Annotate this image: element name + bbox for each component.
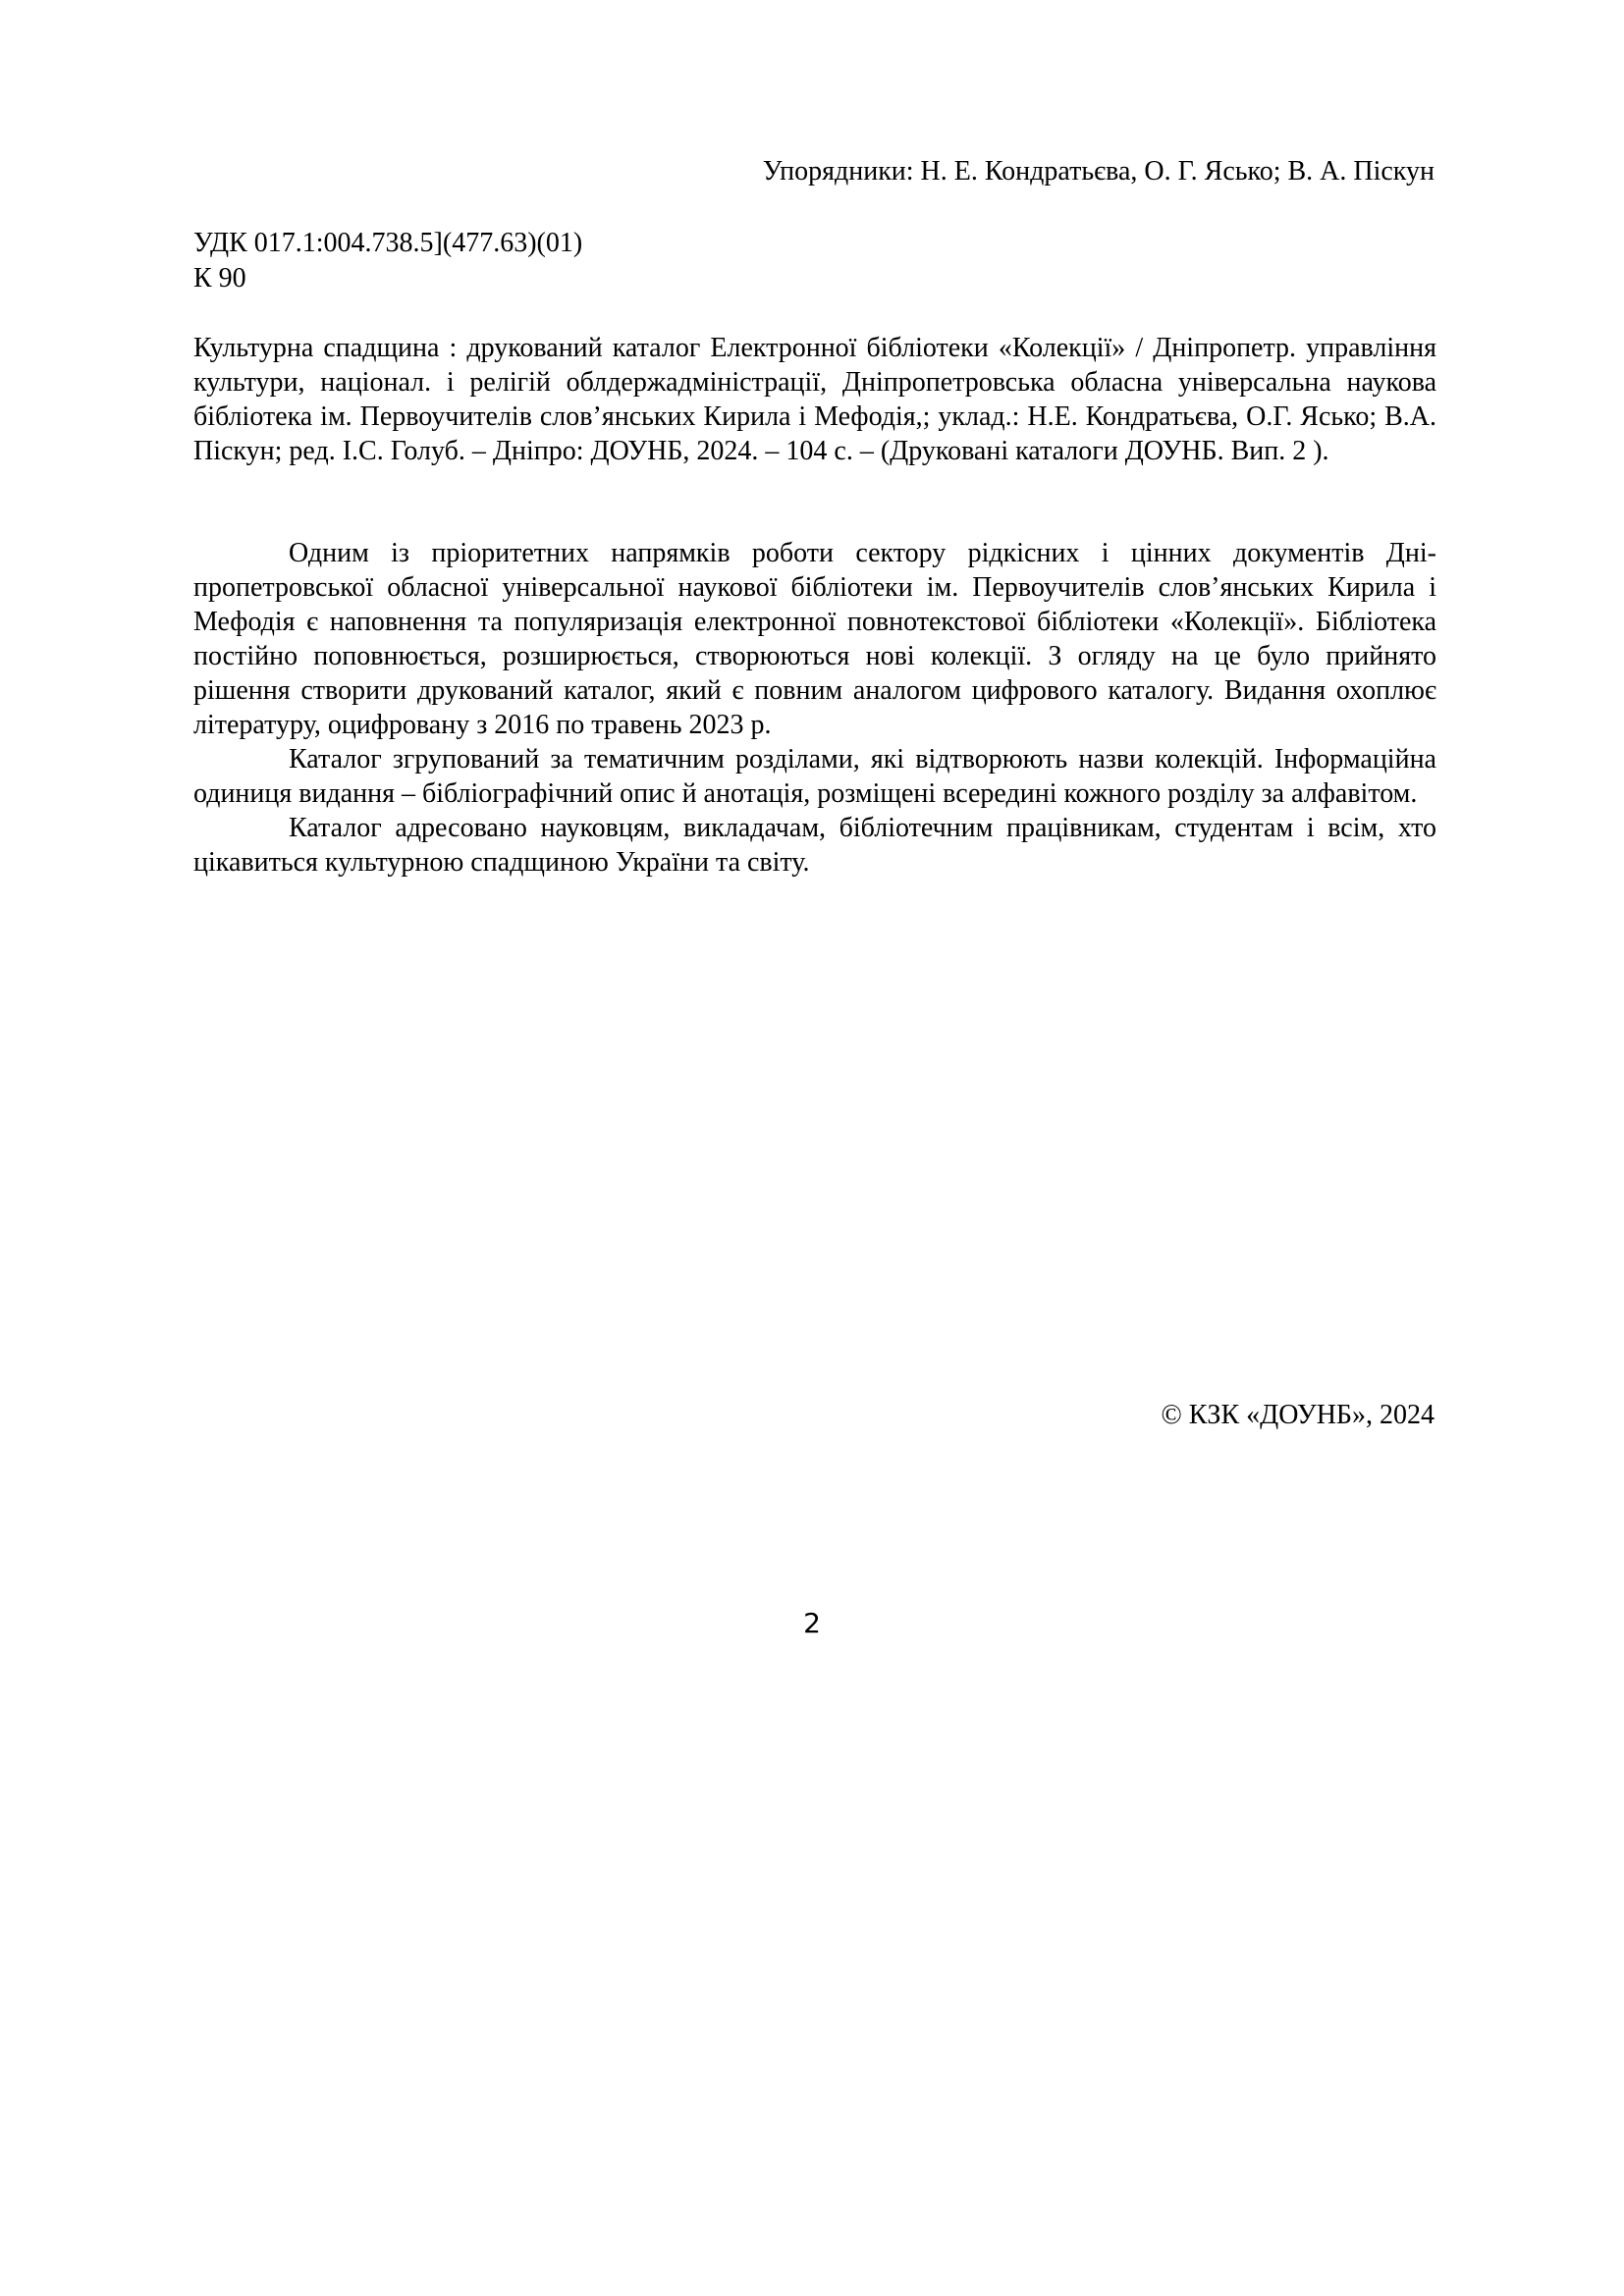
classification-block [193,226,582,296]
copyright-notice: © КЗК «ДОУНБ», 2024 [1161,1400,1435,1430]
author-mark: К 90 [193,263,246,294]
abstract-paragraph: Каталог адресовано науковцям, викладачам, бібліотечним працівникам, студентам і всім, хто цікавиться культурною спадщиною України та світу. [193,813,1436,878]
compilers-line: Упорядники: Н. Е. Кондратьєва, О. Г. Ясько; В. А. Піскун [762,156,1435,187]
abstract-paragraph: Одним із пріоритетних напрямків роботи сектору рідкісних і цінних документів Дніпропетровської обласної універсальної наукової бібліотеки ім. Первоучителів слов’янських Кирила і Мефодія є наповнення та популяризація електронної повнотекстової бібліотеки «Колекції». Бібліотека постійно поповнюється, розширюється, створюються нові колекції. З огляду на це було прийнято рішення створити друкований каталог, який є повним аналогом цифрового каталогу. Видання охоплює літературу, оцифровану з 2016 по травень 2023 р. [193,538,1436,740]
udk-index: УДК 017.1:004.738.5](477.63)(01) [193,228,583,258]
page-number: 2 [803,1607,821,1639]
abstract-paragraph: Каталог згрупований за тематичним розділами, які відтворюють назви колекцій. Інформаційна одиниця видання – бібліографічний опис й анотація, розміщені всередині кожного розділу за алфавітом. [193,744,1436,809]
bibliographic-description: Культурна спадщина : друкований каталог Електронної бібліотеки «Колекції» / Дніпропетр. управління культури, націонал. і релігій облдержадміністрації, Дніпропетровська обласна універсальна наукова бібліотека ім. Первоучителів слов’янських Кирила і Мефодія,; уклад.: Н.Е. Кондратьєва, О.Г. Ясько; В.А. Піскун; ред. І.С. Голуб. – Дніпро: ДОУНБ, 2024. – 104 с. – (Друковані каталоги ДОУНБ. Вип. 2 ). [193,333,1436,466]
abstract [193,536,1436,880]
